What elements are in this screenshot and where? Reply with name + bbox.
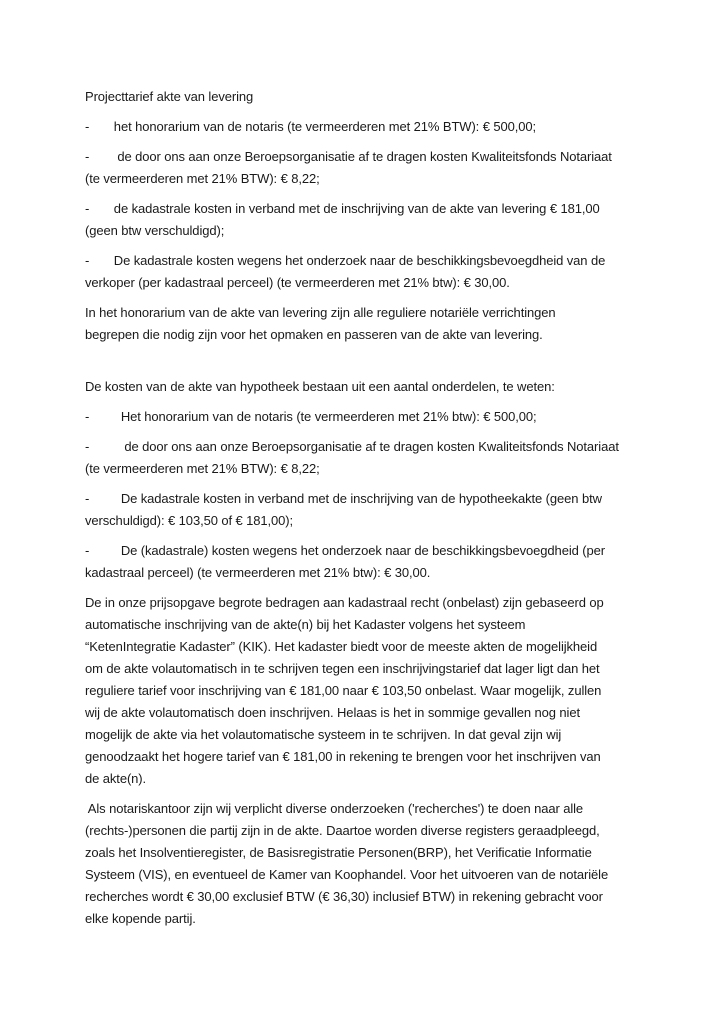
kik-paragraph-line: om de akte volautomatisch in te schrijven tegen een inschrijvingstarief dat lager ligt dan het bbox=[85, 661, 600, 676]
levering-item-kwaliteitsfonds-line: - de door ons aan onze Beroepsorganisatie af te dragen kosten Kwaliteitsfonds Notariaat bbox=[85, 149, 612, 164]
recherches-paragraph-line: Systeem (VIS), en eventueel de Kamer van Koophandel. Voor het uitvoeren van de notariële bbox=[85, 867, 609, 882]
levering-note bbox=[85, 302, 660, 346]
kik-paragraph-line: wij de akte volautomatisch doen inschrijven. Helaas is het in sommige gevallen nog niet bbox=[85, 705, 580, 720]
kik-paragraph-line: reguliere tarief voor inschrijving van € 181,00 naar € 103,50 onbelast. Waar mogelijk, zullen bbox=[85, 683, 602, 698]
levering-item-kwaliteitsfonds-line: (te vermeerderen met 21% BTW): € 8,22; bbox=[85, 171, 320, 186]
levering-item-honorarium bbox=[85, 116, 660, 138]
recherches-paragraph-line: recherches wordt € 30,00 exclusief BTW (€ 36,30) inclusief BTW) in rekening gebracht voor bbox=[85, 889, 603, 904]
kik-paragraph-line: automatische inschrijving van de akte(n) bij het Kadaster volgens het systeem bbox=[85, 617, 526, 632]
document-body bbox=[85, 86, 660, 930]
kik-paragraph bbox=[85, 592, 660, 790]
levering-note-line: In het honorarium van de akte van levering zijn alle reguliere notariële verrichtingen bbox=[85, 305, 556, 320]
kik-paragraph-line: genoodzaakt het hogere tarief van € 181,00 in rekening te brengen voor het inschrijven van bbox=[85, 749, 601, 764]
recherches-paragraph-line: zoals het Insolventieregister, de Basisregistratie Personen(BRP), het Verificatie Informatie bbox=[85, 845, 592, 860]
levering-item-recherche-kosten bbox=[85, 250, 660, 294]
levering-item-recherche-kosten-line: - De kadastrale kosten wegens het onderzoek naar de beschikkingsbevoegdheid van de bbox=[85, 253, 606, 268]
hypotheek-item-recherche-kosten bbox=[85, 540, 660, 584]
levering-item-kadastrale-kosten-line: (geen btw verschuldigd); bbox=[85, 223, 225, 238]
doc-title-line: Projecttarief akte van levering bbox=[85, 89, 254, 104]
levering-item-kadastrale-kosten-line: - de kadastrale kosten in verband met de inschrijving van de akte van levering € 181,00 bbox=[85, 201, 600, 216]
hypotheek-item-kwaliteitsfonds-line: - de door ons aan onze Beroepsorganisatie af te dragen kosten Kwaliteitsfonds Notariaat bbox=[85, 439, 619, 454]
levering-note-line: begrepen die nodig zijn voor het opmaken en passeren van de akte van levering. bbox=[85, 327, 543, 342]
hypotheek-item-recherche-kosten-line: kadastraal perceel) (te vermeerderen met 21% btw): € 30,00. bbox=[85, 565, 431, 580]
kik-paragraph-line: de akte(n). bbox=[85, 771, 147, 786]
hypotheek-item-honorarium-line: - Het honorarium van de notaris (te vermeerderen met 21% btw): € 500,00; bbox=[85, 409, 537, 424]
hypotheek-item-kwaliteitsfonds-line: (te vermeerderen met 21% BTW): € 8,22; bbox=[85, 461, 320, 476]
kik-paragraph-line: “KetenIntegratie Kadaster” (KIK). Het kadaster biedt voor de meeste akten de mogelijkheid bbox=[85, 639, 598, 654]
hypotheek-intro-line: De kosten van de akte van hypotheek bestaan uit een aantal onderdelen, te weten: bbox=[85, 379, 555, 394]
recherches-paragraph-line: (rechts-)personen die partij zijn in de akte. Daartoe worden diverse registers geraadpleegd, bbox=[85, 823, 600, 838]
levering-item-kwaliteitsfonds bbox=[85, 146, 660, 190]
doc-title bbox=[85, 86, 660, 108]
hypotheek-item-kadastrale-kosten-line: - De kadastrale kosten in verband met de inschrijving van de hypotheekakte (geen btw bbox=[85, 491, 602, 506]
kik-paragraph-line: De in onze prijsopgave begrote bedragen aan kadastraal recht (onbelast) zijn gebaseerd op bbox=[85, 595, 604, 610]
levering-item-kadastrale-kosten bbox=[85, 198, 660, 242]
recherches-paragraph-line: Als notariskantoor zijn wij verplicht diverse onderzoeken ('recherches') te doen naar alle bbox=[85, 801, 584, 816]
kik-paragraph-line: mogelijk de akte via het volautomatische systeem in te schrijven. In dat geval zijn wij bbox=[85, 727, 562, 742]
levering-item-recherche-kosten-line: verkoper (per kadastraal perceel) (te vermeerderen met 21% btw): € 30,00. bbox=[85, 275, 510, 290]
recherches-paragraph-line: elke kopende partij. bbox=[85, 911, 196, 926]
hypotheek-item-recherche-kosten-line: - De (kadastrale) kosten wegens het onderzoek naar de beschikkingsbevoegdheid (per bbox=[85, 543, 605, 558]
hypotheek-item-kadastrale-kosten-line: verschuldigd): € 103,50 of € 181,00); bbox=[85, 513, 294, 528]
section-gap bbox=[85, 354, 660, 376]
hypotheek-intro bbox=[85, 376, 660, 398]
hypotheek-item-kwaliteitsfonds bbox=[85, 436, 660, 480]
recherches-paragraph bbox=[85, 798, 660, 930]
levering-item-honorarium-line: - het honorarium van de notaris (te vermeerderen met 21% BTW): € 500,00; bbox=[85, 119, 537, 134]
hypotheek-item-honorarium bbox=[85, 406, 660, 428]
hypotheek-item-kadastrale-kosten bbox=[85, 488, 660, 532]
